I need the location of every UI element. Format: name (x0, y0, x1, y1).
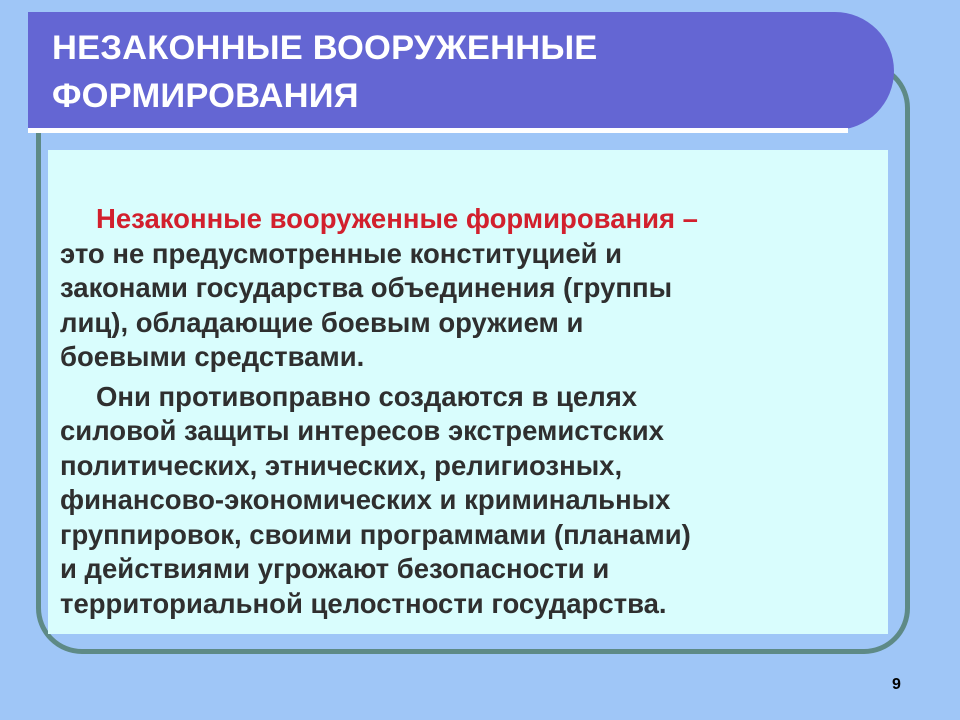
content-text (60, 202, 850, 621)
definition-line-2: это не предусмотренные конституцией и (60, 237, 623, 269)
title-underline (28, 128, 848, 133)
purpose-line-4: финансово-экономических и криминальных (60, 484, 671, 515)
definition-line-4: лиц), обладающие боевым оружием и (60, 306, 584, 338)
page-number: 9 (892, 676, 901, 693)
definition-line-5: боевыми средствами. (60, 341, 365, 372)
slide-title-line-2: ФОРМИРОВАНИЯ (52, 77, 359, 115)
purpose-line-2: силовой защиты интересов экстремистских (60, 415, 664, 446)
purpose-line-1: Они противоправно создаются в целях (96, 380, 638, 412)
purpose-line-5: группировок, своими программами (планами) (60, 518, 691, 550)
slide-title-line-1: НЕЗАКОННЫЕ ВООРУЖЕННЫЕ (52, 29, 598, 67)
slide-title (52, 24, 852, 120)
purpose-line-3: политических, этнических, религиозных, (60, 449, 623, 481)
definition-line-3: законами государства объединения (группы (60, 272, 673, 303)
definition-term: Незаконные вооруженные формирования – (96, 203, 698, 234)
definition-paragraph (60, 202, 850, 375)
content-box (48, 150, 888, 634)
purpose-line-6: и действиями угрожают безопасности и (60, 553, 610, 584)
purpose-paragraph (60, 380, 850, 622)
purpose-line-7: территориальной целостности государства. (60, 587, 667, 619)
